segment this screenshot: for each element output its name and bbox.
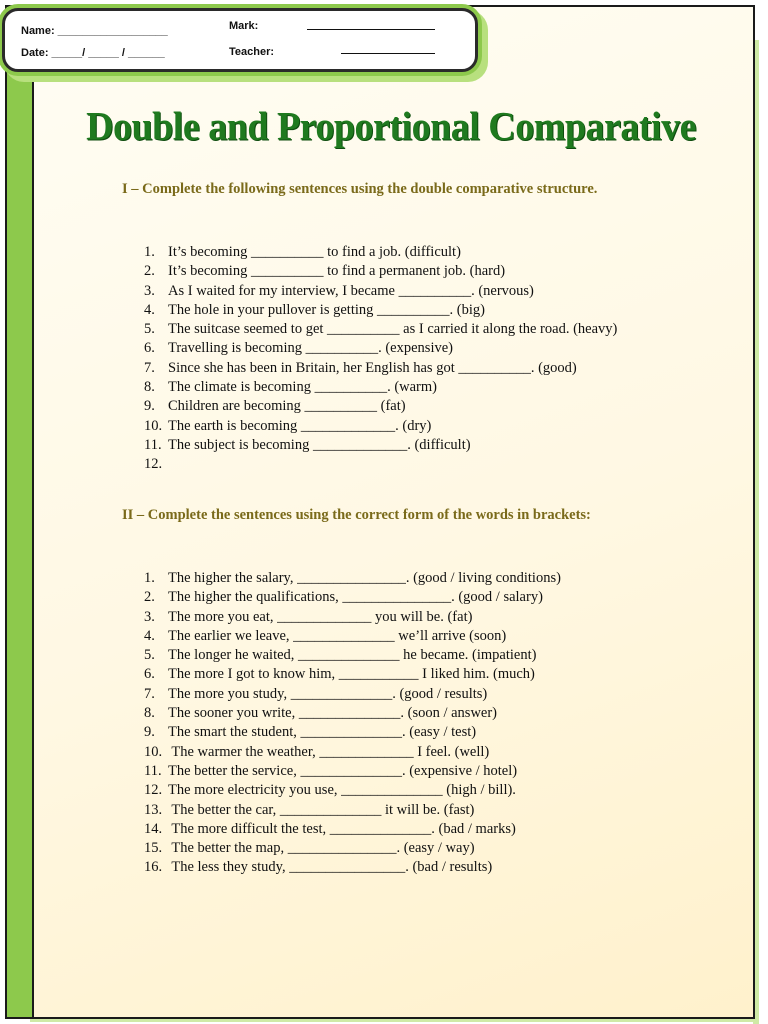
exercise-number: 13. [144, 801, 163, 818]
exercise-sentence: Children are becoming __________ (fat) [168, 398, 406, 415]
exercise-number: 9. [144, 724, 155, 741]
exercise-item [144, 762, 561, 781]
exercise-item [144, 665, 561, 684]
exercise-sentence: The higher the qualifications, _______________. (good / salary) [168, 589, 543, 606]
exercise-sentence: Travelling is becoming __________. (expensive) [168, 340, 453, 357]
exercise-item [144, 436, 617, 455]
exercise-sentence: The better the map, _______________. (easy / way) [168, 840, 475, 857]
exercise-sentence: The subject is becoming _____________. (difficult) [168, 436, 471, 453]
exercise-number: 12. [144, 456, 163, 473]
exercise-sentence: The more I got to know him, ___________ I liked him. (much) [168, 666, 535, 683]
exercise-item [144, 378, 617, 397]
exercise-number: 9. [144, 398, 155, 415]
exercise-number: 11. [144, 436, 162, 453]
exercise-number: 7. [144, 359, 155, 376]
exercise-item [144, 704, 561, 723]
exercise-number: 2. [144, 263, 155, 280]
green-side-bar [7, 65, 34, 1019]
exercise-number: 1. [144, 570, 155, 586]
exercise-number: 7. [144, 685, 155, 702]
exercise-sentence: It’s becoming __________ to find a job. (difficult) [168, 244, 461, 260]
exercise-item [144, 417, 617, 436]
exercise-number: 4. [144, 627, 155, 644]
exercise-sentence: The earlier we leave, ______________ we’ll arrive (soon) [168, 627, 507, 644]
worksheet-page [5, 5, 755, 1019]
exercise-item [144, 858, 561, 877]
exercise-sentence: The warmer the weather, _____________ I feel. (well) [168, 743, 490, 760]
section-1-list [144, 243, 617, 475]
section-1-heading: I – Complete the following sentences using the double comparative structure. [122, 181, 598, 197]
exercise-number: 2. [144, 589, 155, 606]
exercise-item [144, 339, 617, 358]
exercise-number: 10. [144, 417, 163, 434]
exercise-item [144, 301, 617, 320]
exercise-sentence: The sooner you write, ______________. (soon / answer) [168, 705, 498, 722]
exercise-number: 6. [144, 666, 155, 683]
exercise-sentence: The hole in your pullover is getting __________. (big) [168, 301, 485, 318]
exercise-sentence: The longer he waited, ______________ he became. (impatient) [168, 647, 537, 664]
exercise-sentence: The more difficult the test, ______________. (bad / marks) [168, 820, 516, 837]
exercise-number: 5. [144, 321, 155, 338]
section-2-list [144, 569, 561, 878]
exercise-sentence: As I waited for my interview, I became __________. (nervous) [168, 282, 534, 299]
exercise-item [144, 262, 617, 281]
exercise-sentence: The better the car, ______________ it will be. (fast) [168, 801, 475, 818]
exercise-number: 10. [144, 743, 163, 760]
worksheet-title: Double and Proportional Comparative [86, 104, 696, 150]
mark-blank-line [307, 29, 435, 30]
exercise-item [144, 839, 561, 858]
exercise-number: 1. [144, 244, 155, 260]
exercise-item [144, 359, 617, 378]
exercise-number: 16. [144, 859, 163, 876]
exercise-number: 14. [144, 820, 163, 837]
exercise-number: 15. [144, 840, 163, 857]
exercise-sentence: The more you eat, _____________ you will be. (fat) [168, 608, 473, 625]
exercise-sentence: Since she has been in Britain, her English has got __________. (good) [168, 359, 577, 376]
teacher-blank-line [341, 53, 435, 54]
exercise-sentence: The less they study, ________________. (bad / results) [168, 859, 493, 876]
exercise-number: 5. [144, 647, 155, 664]
exercise-item [144, 397, 617, 416]
exercise-sentence: The higher the salary, _______________. (good / living conditions) [168, 570, 561, 586]
exercise-sentence: The smart the student, ______________. (easy / test) [168, 724, 477, 741]
exercise-sentence: The better the service, ______________. (expensive / hotel) [168, 762, 518, 779]
exercise-sentence: The more you study, ______________. (good / results) [168, 685, 488, 702]
exercise-item [144, 282, 617, 301]
exercise-number: 12. [144, 782, 163, 799]
exercise-sentence: The suitcase seemed to get __________ as I carried it along the road. (heavy) [168, 321, 618, 338]
name-field-label: Name: __________________ [21, 25, 168, 37]
mark-field-label: Mark: [229, 20, 259, 32]
date-field-label: Date: _____/ _____ / ______ [21, 47, 165, 59]
exercise-item [144, 243, 617, 262]
exercise-item [144, 627, 561, 646]
exercise-item [144, 801, 561, 820]
exercise-item [144, 569, 561, 588]
exercise-number: 3. [144, 282, 155, 299]
exercise-item [144, 608, 561, 627]
exercise-item [144, 646, 561, 665]
exercise-sentence: The earth is becoming _____________. (dry) [168, 417, 432, 434]
exercise-item [144, 455, 617, 474]
exercise-sentence: The more electricity you use, ______________ (high / bill). [168, 782, 516, 799]
exercise-number: 6. [144, 340, 155, 357]
exercise-item [144, 743, 561, 762]
exercise-item [144, 820, 561, 839]
exercise-item [144, 781, 561, 800]
exercise-sentence: The climate is becoming __________. (warm) [168, 379, 437, 396]
teacher-field-label: Teacher: [229, 46, 275, 58]
exercise-number: 4. [144, 301, 155, 318]
exercise-number: 11. [144, 762, 162, 779]
student-info-box [2, 8, 478, 72]
exercise-sentence: It’s becoming __________ to find a permanent job. (hard) [168, 263, 506, 280]
exercise-item [144, 320, 617, 339]
exercise-number: 3. [144, 608, 155, 625]
exercise-item [144, 588, 561, 607]
section-2-heading: II – Complete the sentences using the correct form of the words in brackets: [122, 507, 591, 523]
exercise-item [144, 685, 561, 704]
exercise-item [144, 723, 561, 742]
exercise-number: 8. [144, 379, 155, 396]
exercise-number: 8. [144, 705, 155, 722]
